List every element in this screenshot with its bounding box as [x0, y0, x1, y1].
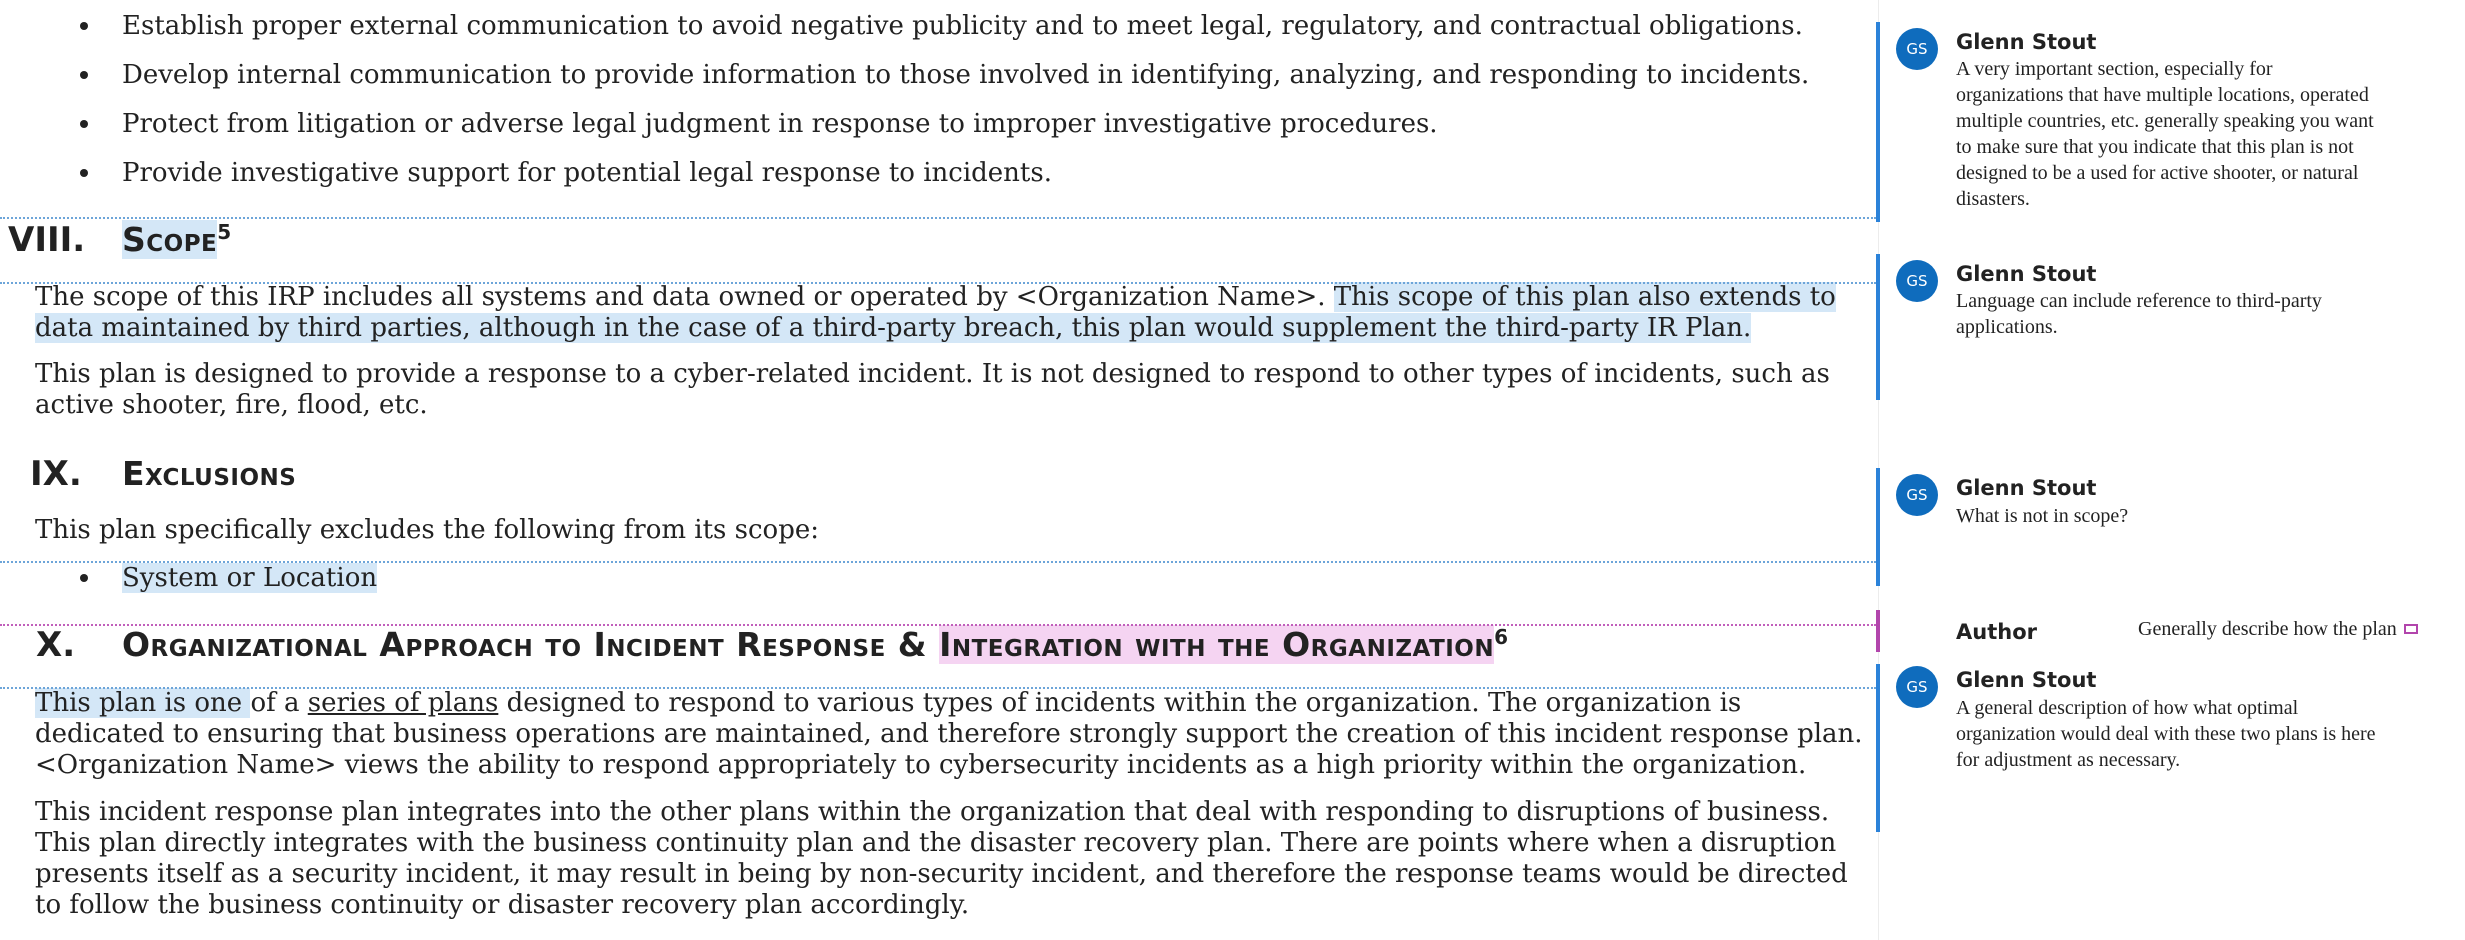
comment-text[interactable]: Language can include reference to third-party applications.: [1956, 290, 2322, 338]
bullet-item: Establish proper external communication to avoid negative publicity and to meet legal, regulatory, and contractual obligations.: [122, 11, 1803, 41]
avatar: GS: [1896, 28, 1938, 70]
scope-paragraph-line: [35, 282, 1836, 313]
comment-bar: [1876, 468, 1880, 586]
scope-paragraph-line: [35, 313, 1751, 344]
footnote-ref[interactable]: 5: [217, 220, 232, 244]
bullet-dot: [80, 120, 88, 128]
commented-text[interactable]: System or Location: [122, 563, 378, 593]
section-heading-scope: [122, 218, 232, 262]
section-heading-approach: [122, 623, 1509, 667]
comment-bar: [1876, 254, 1880, 400]
section-number: X.: [36, 625, 76, 665]
avatar: GS: [1896, 474, 1938, 516]
comment-text[interactable]: A very important section, especially for organizations that have multiple locations, operated multiple countries, etc. generally speaking you want to make sure that you indicate that this plan is not designed to be a used for active shooter, or natural disasters.: [1956, 58, 2374, 210]
approach-paragraph-line: presents itself as a security incident, it may result in being by non-security incident, and therefore the response teams would be directed: [35, 859, 1848, 889]
commented-text[interactable]: This plan is one: [35, 688, 251, 718]
bullet-item: [122, 562, 377, 594]
scope-paragraph-line: This plan is designed to provide a response to a cyber-related incident. It is not designed to respond to other types of incidents, such as: [35, 359, 1830, 389]
avatar: GS: [1896, 260, 1938, 302]
avatar: GS: [1896, 666, 1938, 708]
approach-paragraph-line: This plan directly integrates with the business continuity plan and the disaster recovery plan. There are points where when a disruption: [35, 828, 1837, 858]
comment-author: Glenn Stout: [1956, 30, 2097, 54]
comment-author: Glenn Stout: [1956, 668, 2097, 692]
exclusions-intro: This plan specifically excludes the following from its scope:: [35, 515, 819, 545]
comment-author: Glenn Stout: [1956, 476, 2097, 500]
comment-anchor-line: [0, 217, 1876, 219]
scope-paragraph-line: active shooter, fire, flood, etc.: [35, 390, 428, 420]
approach-paragraph-line: dedicated to ensuring that business operations are maintained, and therefore strongly support the creation of this incident response plan.: [35, 719, 1863, 749]
text-run: designed to respond to various types of incidents within the organization. The organization is: [498, 688, 1742, 718]
commented-text[interactable]: data maintained by third parties, although in the case of a third-party breach, this plan would supplement the third-party IR Plan.: [35, 313, 1752, 343]
bullet-dot: [80, 169, 88, 177]
section-heading-exclusions: Exclusions: [122, 454, 297, 493]
comment-text[interactable]: What is not in scope?: [1956, 505, 2129, 527]
bullet-item: Provide investigative support for potential legal response to incidents.: [122, 158, 1052, 188]
comment-bar: [1876, 664, 1880, 832]
heading-title: Organizational Approach to Incident Response &: [122, 625, 940, 664]
cross-reference-link[interactable]: series of plans: [307, 688, 499, 718]
comment-author: Glenn Stout: [1956, 262, 2097, 286]
comment-anchor-line: [0, 282, 1876, 284]
text-run: The scope of this IRP includes all systems and data owned or operated by <Organization Name>.: [35, 282, 1334, 312]
comment-anchor-line: [0, 624, 1876, 626]
comment-text[interactable]: A general description of how what optimal organization would deal with these two plans is here for adjustment as necessary.: [1956, 697, 2376, 771]
comment-anchor-line: [0, 687, 1876, 689]
comment-bar: [1876, 610, 1880, 652]
bullet-item: Protect from litigation or adverse legal judgment in response to improper investigative procedures.: [122, 109, 1438, 139]
approach-paragraph-line: <Organization Name> views the ability to respond appropriately to cybersecurity incidents as a high priority within the organization.: [35, 750, 1807, 780]
bullet-dot: [80, 22, 88, 30]
footnote-ref[interactable]: 6: [1494, 625, 1509, 649]
bullet-item: Develop internal communication to provide information to those involved in identifying, analyzing, and responding to incidents.: [122, 60, 1810, 90]
approach-paragraph-line: to follow the business continuity or disaster recovery plan accordingly.: [35, 890, 970, 920]
comment-bar: [1876, 22, 1880, 222]
comment-anchor-line: [0, 561, 1876, 563]
commented-heading-text[interactable]: Integration with the Organization: [939, 625, 1495, 664]
comment-expand-icon[interactable]: [2404, 624, 2418, 634]
section-number: VIII.: [8, 220, 86, 260]
bullet-dot: [80, 574, 88, 582]
approach-paragraph-line: [35, 688, 1741, 719]
bullet-dot: [80, 71, 88, 79]
comment-author: Author: [1956, 620, 2037, 644]
section-number: IX.: [30, 454, 82, 494]
approach-paragraph-line: This incident response plan integrates into the other plans within the organization that deal with responding to disruptions of business.: [35, 797, 1830, 827]
heading-title: Scope: [122, 220, 218, 259]
commented-text[interactable]: This scope of this plan also extends to: [1333, 282, 1836, 312]
comment-text[interactable]: Generally describe how the plan: [2138, 618, 2397, 640]
text-run: of a: [250, 688, 308, 718]
